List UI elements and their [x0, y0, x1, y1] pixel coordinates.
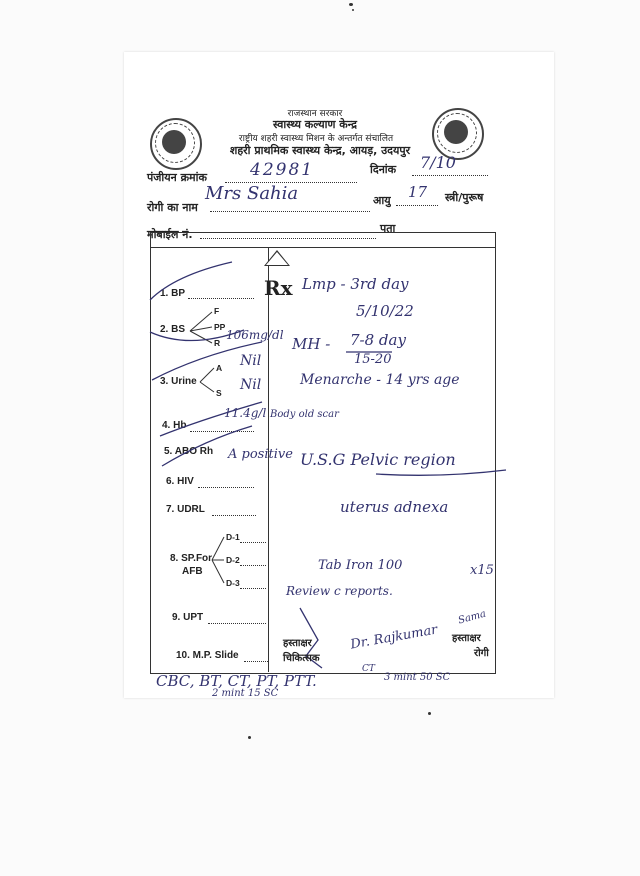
bs-r: R — [214, 338, 221, 348]
test-abo: 5. ABO Rh — [164, 446, 214, 457]
family-icon — [162, 130, 186, 154]
hiv-line — [198, 486, 254, 488]
hb-value: 11.4g/l — [224, 406, 267, 420]
abo-value: A positive — [228, 447, 293, 462]
rx-symbol: Rx — [264, 276, 293, 300]
triangle-symbol — [264, 250, 290, 266]
name-value: Mrs Sahia — [205, 183, 299, 204]
reg-value: 42981 — [250, 160, 315, 180]
d1-line — [240, 541, 266, 543]
test-urine: 3. Urine — [160, 376, 197, 387]
header-govt: राजस्थान सरकार — [287, 109, 343, 119]
doctor-sign-label: हस्ताक्षर — [283, 638, 312, 649]
rx-tab-qty: x15 — [470, 563, 494, 578]
gender-label: स्त्री/पुरूष — [445, 191, 484, 204]
name-label: रोगी का नाम — [147, 201, 198, 214]
age-value: 17 — [408, 183, 428, 201]
bs-f: F — [214, 306, 220, 316]
patient-label: रोगी — [474, 648, 489, 659]
rx-mh-value: 7-8 day — [350, 331, 406, 349]
rx-mh-cycle: 15-20 — [354, 352, 392, 367]
sp-d2: D-2 — [226, 555, 240, 565]
header-centre: स्वास्थ्य कल्याण केन्द्र — [273, 118, 357, 131]
rx-tab: Tab Iron 100 — [318, 558, 403, 573]
test-bs: 2. BS — [160, 324, 186, 335]
test-upt: 9. UPT — [172, 612, 204, 623]
urine-s: S — [216, 388, 222, 398]
date-line — [412, 174, 488, 176]
test-udrl: 7. UDRL — [166, 504, 205, 515]
rx-mh: MH - — [292, 335, 331, 353]
rx-review: Review c reports. — [286, 584, 393, 598]
test-sp: 8. SP.For — [170, 553, 213, 564]
rx-lmp-date: 5/10/22 — [356, 302, 414, 320]
urine-a: A — [216, 363, 223, 373]
rx-lmp: Lmp - 3rd day — [302, 275, 409, 293]
age-line — [396, 204, 438, 206]
mp-line — [244, 660, 268, 662]
udrl-line — [212, 514, 256, 516]
scan-speck — [349, 3, 353, 6]
rx-old-note: Body old scar — [270, 409, 339, 420]
date-value: 7/10 — [420, 153, 456, 172]
sp-d1: D-1 — [226, 532, 240, 542]
reg-label: पंजीयन क्रमांक — [147, 171, 207, 184]
doctor-label: चिकित्सक — [283, 653, 320, 664]
bp-line — [188, 297, 254, 299]
mobile-label: मोबाईल नं. — [147, 228, 193, 241]
header-mission: राष्ट्रीय शहरी स्वास्थ्य मिशन के अन्तर्गत संचालित — [238, 134, 394, 144]
urine-a-value: Nil — [240, 353, 262, 369]
bs-pp: PP — [214, 322, 226, 332]
name-line — [210, 210, 370, 212]
footer-note2: 3 mint 50 SC — [384, 672, 451, 683]
test-afb: AFB — [182, 566, 203, 577]
d2-line — [240, 564, 266, 566]
hb-line — [190, 430, 254, 432]
frame-top-line — [150, 247, 495, 248]
doctor-signature: Dr. Rajkumar — [349, 622, 439, 653]
header-phc: शहरी प्राथमिक स्वास्थ्य केन्द्र, आयड़, उदयपुर — [229, 144, 411, 157]
upt-line — [208, 622, 266, 624]
urine-s-value: Nil — [240, 377, 262, 393]
patient-signature: Sama — [457, 608, 488, 627]
date-label: दिनांक — [370, 163, 397, 176]
footer-tests: CBC, BT, CT, PT, PTT. — [156, 672, 317, 690]
scan-speck — [428, 712, 431, 715]
test-hb: 4. Hb — [162, 420, 187, 431]
rx-usg: U.S.G Pelvic region — [300, 450, 456, 469]
footer-note1: 2 mint 15 SC — [212, 688, 279, 699]
footer-ct: CT — [362, 664, 375, 674]
d3-line — [240, 587, 266, 589]
family-icon — [444, 120, 468, 144]
address-label: पता — [380, 222, 396, 235]
test-hiv: 6. HIV — [166, 476, 194, 487]
rx-menarche: Menarche - 14 yrs age — [300, 372, 460, 388]
bs-r-value: 106mg/dl — [226, 328, 284, 342]
scan-speck — [352, 9, 354, 11]
age-label: आयु — [373, 194, 391, 207]
scan-speck — [248, 736, 251, 739]
test-bp: 1. BP — [160, 288, 186, 299]
rx-adnexa: uterus adnexa — [340, 498, 449, 516]
test-mp-slide: 10. M.P. Slide — [176, 650, 239, 661]
nhm-logo-left — [150, 118, 202, 170]
sp-d3: D-3 — [226, 578, 240, 588]
patient-sign-label: हस्ताक्षर — [452, 633, 481, 644]
